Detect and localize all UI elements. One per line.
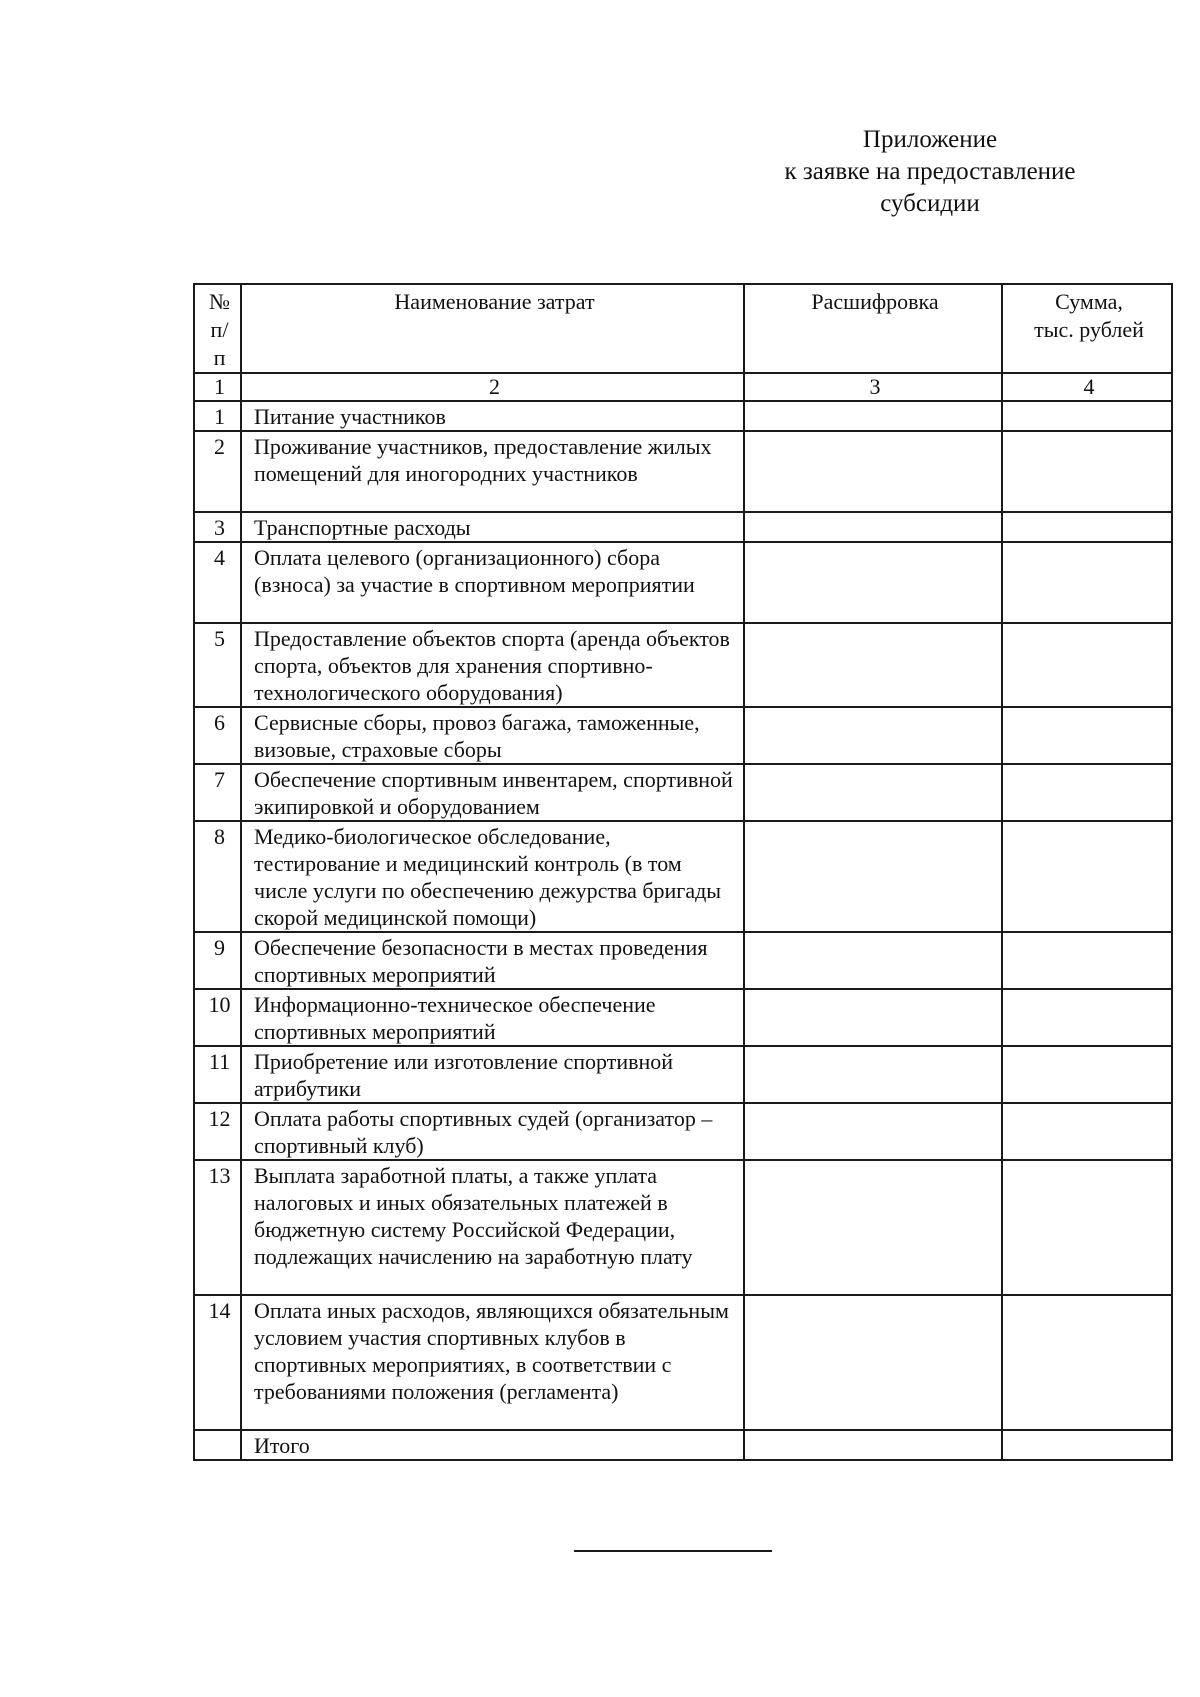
- breakdown-cell: [744, 623, 1002, 707]
- header-name-cell: Наименование затрат: [241, 284, 744, 373]
- breakdown-cell: [744, 821, 1002, 932]
- sum-cell: [1002, 1295, 1172, 1430]
- sum-cell: [1002, 821, 1172, 932]
- cost-name-cell: Проживание участников, предоставление жилых помещений для иногородних участников: [241, 431, 744, 512]
- sum-cell: [1002, 512, 1172, 542]
- cost-name-cell: Оплата иных расходов, являющихся обязательным условием участия спортивных клубов в спортивных мероприятиях, в соответствии с требованиями положения (регламента): [241, 1295, 744, 1430]
- total-row: [194, 1430, 1172, 1460]
- breakdown-cell: [744, 431, 1002, 512]
- appendix-subtitle-line: к заявке на предоставление: [784, 158, 1076, 185]
- sum-cell: [1002, 1046, 1172, 1103]
- table-row: [194, 932, 1172, 989]
- cost-name-cell: Приобретение или изготовление спортивной атрибутики: [241, 1046, 744, 1103]
- appendix-subtitle-line: субсидии: [880, 190, 980, 217]
- row-number-cell: [194, 1430, 241, 1460]
- appendix-title: Приложение: [862, 126, 998, 153]
- cost-name-cell: Сервисные сборы, провоз багажа, таможенные, визовые, страховые сборы: [241, 707, 744, 764]
- breakdown-cell: [744, 1160, 1002, 1295]
- table-row: [194, 1046, 1172, 1103]
- header-number-label: п/п: [210, 317, 229, 370]
- header-number-label: №: [209, 289, 230, 314]
- breakdown-cell: [744, 1103, 1002, 1160]
- table-row: [194, 512, 1172, 542]
- breakdown-cell: [744, 764, 1002, 821]
- table-row: [194, 1103, 1172, 1160]
- cost-name-cell: Обеспечение спортивным инвентарем, спортивной экипировкой и оборудованием: [241, 764, 744, 821]
- cost-name-cell: Оплата целевого (организационного) сбора (взноса) за участие в спортивном мероприятии: [241, 542, 744, 623]
- breakdown-cell: [744, 1295, 1002, 1430]
- table-row: [194, 764, 1172, 821]
- table-row: [194, 623, 1172, 707]
- column-index-cell: 1: [194, 373, 241, 401]
- breakdown-cell: [744, 707, 1002, 764]
- cost-name-cell: Питание участников: [241, 401, 744, 431]
- row-number-cell: 8: [194, 821, 241, 932]
- table-row: [194, 401, 1172, 431]
- cost-name-cell: Оплата работы спортивных судей (организатор – спортивный клуб): [241, 1103, 744, 1160]
- sum-cell: [1002, 1103, 1172, 1160]
- cost-name-cell: Транспортные расходы: [241, 512, 744, 542]
- sum-cell: [1002, 1160, 1172, 1295]
- row-number-cell: 6: [194, 707, 241, 764]
- breakdown-cell: [744, 542, 1002, 623]
- footer-separator-line: [574, 1550, 772, 1552]
- breakdown-cell: [744, 1046, 1002, 1103]
- sum-cell: [1002, 623, 1172, 707]
- header-sum-label: тыс. рублей: [1034, 317, 1144, 342]
- row-number-cell: 14: [194, 1295, 241, 1430]
- appendix-header: [760, 124, 1100, 220]
- row-number-cell: 3: [194, 512, 241, 542]
- table-row: [194, 821, 1172, 932]
- table-row: [194, 1295, 1172, 1430]
- row-number-cell: 5: [194, 623, 241, 707]
- sum-cell: [1002, 932, 1172, 989]
- table-header-row: [194, 284, 1172, 373]
- breakdown-cell: [744, 1430, 1002, 1460]
- breakdown-cell: [744, 932, 1002, 989]
- row-number-cell: 7: [194, 764, 241, 821]
- row-number-cell: 9: [194, 932, 241, 989]
- sum-cell: [1002, 989, 1172, 1046]
- costs-table: [193, 283, 1173, 1461]
- cost-name-cell: Обеспечение безопасности в местах проведения спортивных мероприятий: [241, 932, 744, 989]
- row-number-cell: 1: [194, 401, 241, 431]
- cost-name-cell: Медико-биологическое обследование, тестирование и медицинский контроль (в том числе услуги по обеспечению дежурства бригады скорой медицинской помощи): [241, 821, 744, 932]
- breakdown-cell: [744, 512, 1002, 542]
- row-number-cell: 10: [194, 989, 241, 1046]
- cost-name-cell: Выплата заработной платы, а также уплата налоговых и иных обязательных платежей в бюджетную систему Российской Федерации, подлежащих начислению на заработную плату: [241, 1160, 744, 1295]
- sum-cell: [1002, 401, 1172, 431]
- sum-cell: [1002, 1430, 1172, 1460]
- table-row: [194, 542, 1172, 623]
- sum-cell: [1002, 764, 1172, 821]
- sum-cell: [1002, 542, 1172, 623]
- sum-cell: [1002, 707, 1172, 764]
- row-number-cell: 4: [194, 542, 241, 623]
- header-number-cell: [194, 284, 241, 373]
- table-row: [194, 989, 1172, 1046]
- row-number-cell: 13: [194, 1160, 241, 1295]
- row-number-cell: 11: [194, 1046, 241, 1103]
- row-number-cell: 12: [194, 1103, 241, 1160]
- row-number-cell: 2: [194, 431, 241, 512]
- breakdown-cell: [744, 989, 1002, 1046]
- column-index-cell: 2: [241, 373, 744, 401]
- cost-name-cell: Итого: [241, 1430, 744, 1460]
- sum-cell: [1002, 431, 1172, 512]
- column-index-cell: 4: [1002, 373, 1172, 401]
- column-index-row: [194, 373, 1172, 401]
- header-sum-label: Сумма,: [1055, 289, 1123, 314]
- column-index-cell: 3: [744, 373, 1002, 401]
- cost-name-cell: Информационно-техническое обеспечение спортивных мероприятий: [241, 989, 744, 1046]
- breakdown-cell: [744, 401, 1002, 431]
- cost-name-cell: Предоставление объектов спорта (аренда объектов спорта, объектов для хранения спортивно-технологического оборудования): [241, 623, 744, 707]
- header-sum-cell: [1002, 284, 1172, 373]
- table-row: [194, 1160, 1172, 1295]
- table-row: [194, 431, 1172, 512]
- header-breakdown-cell: Расшифровка: [744, 284, 1002, 373]
- table-row: [194, 707, 1172, 764]
